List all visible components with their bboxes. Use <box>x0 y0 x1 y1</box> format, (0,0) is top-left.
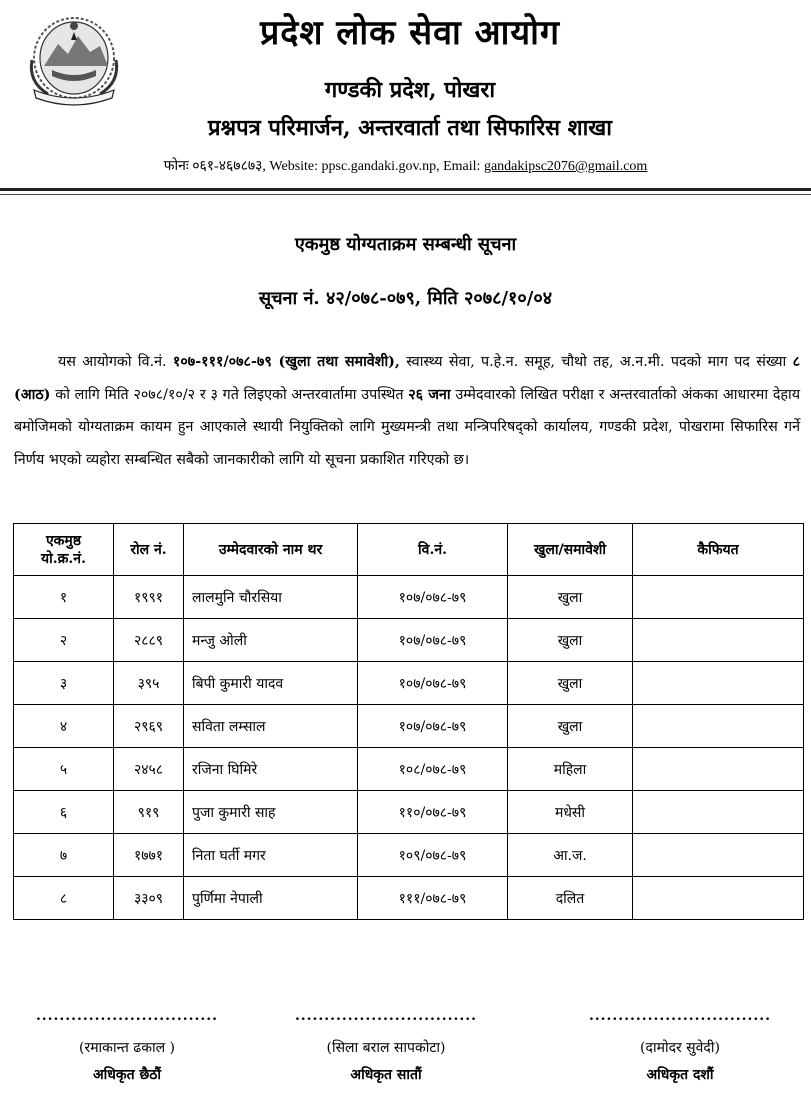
signatory-role: अधिकृत दशौं <box>646 1067 714 1083</box>
cell-advert-no: १०७/०७८-७९ <box>358 705 508 748</box>
signatory-role: अधिकृत छैठौं <box>92 1067 162 1083</box>
organization-location: गण्डकी प्रदेश, पोखरा <box>324 77 496 103</box>
cell-roll: २९६९ <box>114 705 184 748</box>
body-text-3: को लागि मिति २०७८/१०/२ र ३ गते लिइएको अन्तरवार्तामा उपस्थित <box>50 386 409 403</box>
cell-roll: १९९१ <box>114 576 184 619</box>
cell-remarks <box>633 662 804 705</box>
cell-name: रजिना घिमिरे <box>184 748 358 791</box>
signature-line: ............................... <box>35 1008 219 1024</box>
organization-title: प्रदेश लोक सेवा आयोग <box>259 13 561 53</box>
signatory-name: (रमाकान्त ढकाल ) <box>79 1040 175 1056</box>
notice-title: एकमुष्ठ योग्यताक्रम सम्बन्धी सूचना <box>294 234 517 255</box>
cell-remarks <box>633 576 804 619</box>
cell-group: दलित <box>508 877 633 920</box>
body-text-4: उम्मेदवारको लिखित परीक्षा र अन्तरवार्ताको अंकका आधारमा देहाय बमोजिमको योग्यताक्रम कायम हुन आएकाले स्थायी नियुक्तिको लागि मुख्यमन्त्री तथा मन्त्रिपरिषद्को कार्यालय, गण्डकी प्रदेश, पोखरामा सिफारिस गर्ने निर्णय भएको व्यहोरा सम्बन्धित सबैको जानकारीको लागि यो सूचना प्रकाशित गरिएको छ। <box>14 386 800 468</box>
cell-name: निता घर्ती मगर <box>184 834 358 877</box>
cell-advert-no: १०८/०७८-७९ <box>358 748 508 791</box>
cell-group: खुला <box>508 619 633 662</box>
cell-advert-no: १०९/०७८-७९ <box>358 834 508 877</box>
cell-roll: ३९५ <box>114 662 184 705</box>
cell-roll: २४५८ <box>114 748 184 791</box>
table-row <box>14 662 804 705</box>
header-remarks: कैफियत <box>633 524 804 576</box>
cell-remarks <box>633 748 804 791</box>
header-divider <box>0 188 811 191</box>
cell-group: मधेसी <box>508 791 633 834</box>
header-serial-line1: एकमुष्ठ <box>45 532 82 549</box>
header-candidate-name: उम्मेदवारको नाम थर <box>184 524 358 576</box>
cell-serial: ८ <box>14 877 114 920</box>
cell-name: पुजा कुमारी साह <box>184 791 358 834</box>
signature-block-2 <box>286 1008 486 1084</box>
table-row <box>14 748 804 791</box>
cell-group: आ.ज. <box>508 834 633 877</box>
cell-name: लालमुनि चौरसिया <box>184 576 358 619</box>
cell-serial: २ <box>14 619 114 662</box>
cell-name: मन्जु ओली <box>184 619 358 662</box>
cell-name: पुर्णिमा नेपाली <box>184 877 358 920</box>
cell-remarks <box>633 877 804 920</box>
body-bold-candidate-count: २६ जना <box>408 386 451 403</box>
cell-roll: ९१९ <box>114 791 184 834</box>
cell-serial: ६ <box>14 791 114 834</box>
body-text-2: स्वास्थ्य सेवा, प.हे.न. समूह, चौथो तह, अ.न.मी. पदको माग पद संख्या <box>399 354 793 370</box>
cell-advert-no: १०७/०७८-७९ <box>358 662 508 705</box>
header-serial-line2: यो.क्र.नं. <box>41 550 86 567</box>
signature-block-3 <box>580 1008 780 1084</box>
notice-body <box>14 346 800 476</box>
table-row <box>14 619 804 662</box>
cell-remarks <box>633 791 804 834</box>
table-row <box>14 576 804 619</box>
contact-line <box>0 156 811 175</box>
table-row <box>14 834 804 877</box>
cell-advert-no: १०७/०७८-७९ <box>358 576 508 619</box>
cell-serial: १ <box>14 576 114 619</box>
table-row <box>14 877 804 920</box>
cell-name: सविता लम्साल <box>184 705 358 748</box>
notice-number-date: सूचना नं. ४२/०७८-०७९, मिति २०७८/१०/०४ <box>258 288 553 309</box>
body-bold-advert-no: १०७-१११/०७८-७९ (खुला तथा समावेशी), <box>172 354 400 370</box>
header-advert-no: वि.नं. <box>358 524 508 576</box>
cell-group: खुला <box>508 576 633 619</box>
merit-list-table <box>13 523 804 920</box>
contact-info: फोनः ०६१-४६७८७३, Website: ppsc.gandaki.gov.np, Email: <box>163 159 484 174</box>
email-link[interactable]: gandakipsc2076@gmail.com <box>483 159 648 174</box>
cell-advert-no: १११/०७८-७९ <box>358 877 508 920</box>
nepal-government-emblem-icon <box>18 10 130 106</box>
signature-line: ............................... <box>294 1008 478 1024</box>
header-roll-no: रोल नं. <box>114 524 184 576</box>
cell-roll: २८८९ <box>114 619 184 662</box>
cell-remarks <box>633 834 804 877</box>
cell-remarks <box>633 619 804 662</box>
cell-name: बिपी कुमारी यादव <box>184 662 358 705</box>
cell-advert-no: ११०/०७८-७९ <box>358 791 508 834</box>
header-group: खुला/समावेशी <box>508 524 633 576</box>
cell-serial: ५ <box>14 748 114 791</box>
table-row <box>14 705 804 748</box>
header-divider-thin <box>0 194 811 195</box>
cell-group: महिला <box>508 748 633 791</box>
header-serial-no <box>14 524 114 576</box>
cell-serial: ३ <box>14 662 114 705</box>
cell-serial: ४ <box>14 705 114 748</box>
cell-group: खुला <box>508 705 633 748</box>
cell-advert-no: १०७/०७८-७९ <box>358 619 508 662</box>
signatory-name: (सिला बराल सापकोटा) <box>326 1040 446 1056</box>
body-text-1: यस आयोगको वि.नं. <box>58 354 173 370</box>
cell-group: खुला <box>508 662 633 705</box>
signature-line: ............................... <box>588 1008 772 1024</box>
signatory-role: अधिकृत सातौं <box>350 1067 422 1083</box>
letterhead <box>0 0 811 200</box>
branch-name: प्रश्नपत्र परिमार्जन, अन्तरवार्ता तथा सिफारिस शाखा <box>208 115 612 141</box>
cell-remarks <box>633 705 804 748</box>
table-row <box>14 791 804 834</box>
body-bold-post-count: ८ (आठ) <box>14 354 800 403</box>
signatory-name: (दामोदर सुवेदी) <box>640 1040 720 1056</box>
cell-roll: ३३०९ <box>114 877 184 920</box>
signature-block-1 <box>27 1008 227 1084</box>
table-header-row <box>14 524 804 576</box>
cell-roll: १७७१ <box>114 834 184 877</box>
cell-serial: ७ <box>14 834 114 877</box>
